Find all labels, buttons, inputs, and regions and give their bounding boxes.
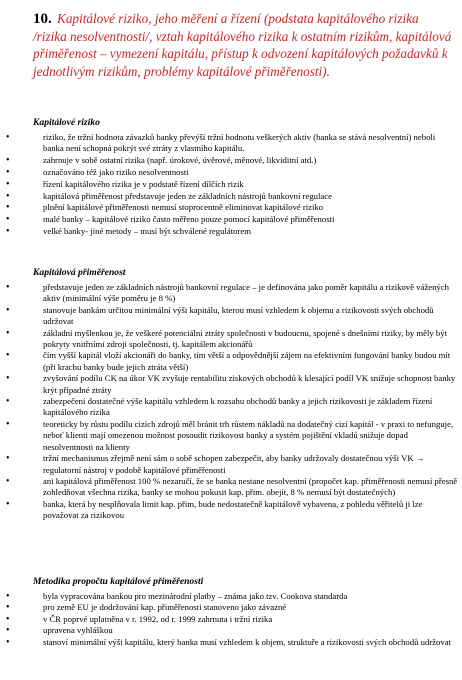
list-item: • plnění kapitálové přiměřenosti nemusí stoprocentně eliminovat kapitálové riziko xyxy=(33,202,458,213)
list-item: • zahrnuje v sobě ostatní rizika (např. úrokové, úvěrové, měnové, likviditní atd.) xyxy=(33,155,458,166)
list-item: • kapitálová přiměřenost představuje jeden ze základních nástrojů bankovní regulace xyxy=(33,191,458,202)
section-heading: Kapitálová přiměřenost xyxy=(33,267,126,278)
list-item: • základní myšlenkou je, že veškeré potenciální ztráty společnosti v budoucnu, spojené s dnešními riziky, by měly být pokryty vnitřními zdroji společnosti, tj. kapitálem akcionářů xyxy=(33,328,458,351)
list-item: • řízení kapitálového rizika je v podstatě řízení dílčích rizik xyxy=(33,179,458,190)
bullet-list xyxy=(33,132,458,237)
list-item: • stanovuje bankám určitou minimální výši kapitálu, kterou musí vzhledem k objemu a rizikovosti svých obchodů udržovat xyxy=(33,305,458,328)
list-item: • banka, která by nesplňovala limit kap. přim, bude nedostatečně kapitálově vybavena, z pohledu věřitelů ji lze považovat za rizikovou xyxy=(33,499,458,522)
section-heading: Metodika propočtu kapitálové přiměřenosti xyxy=(33,576,204,587)
list-item: • velké banky- jiné metody – musí být schválené regulátorem xyxy=(33,226,458,237)
list-item: • ani kapitálová přiměřenost 100 % nezaručí, že se banka nestane nesolventní (propočet kap. přiměřenosti nemusí přesně zohledňovat všechna rizika, banky se mohou pokusit kap. přim. obejít, 8 % nemusí být dostatečných) xyxy=(33,476,458,499)
section-metodika-propoctu xyxy=(33,576,458,648)
section-heading: Kapitálové riziko xyxy=(33,117,100,128)
list-item: • zabezpečení dostatečné výše kapitálu vzhledem k rozsahu obchodů banky a jejich rizikovosti je základem řízení kapitálového rizika xyxy=(33,396,458,419)
section-kapitalova-primerenost xyxy=(33,267,458,522)
list-item: • čím vyšší kapitál vloží akcionáři do banky, tím větší a odpovědnější zájem na efektivním fungování banky budou mít (při krachu banky bude jejich ztráta větší) xyxy=(33,350,458,373)
title-number: 10. xyxy=(33,11,52,27)
list-item: • tržní mechanismus zřejmě není sám o sobě schopen zabezpečit, aby banky udržovaly dostatečnou výši VK → regulatorní nástroj v podobě kapitálové přiměřenosti xyxy=(33,453,458,476)
list-item: • pro země EU je dodržování kap. přiměřenosti stanoveno jako závazné xyxy=(33,602,458,613)
list-item: • představuje jeden ze základních nástrojů bankovní regulace – je definována jako poměr kapitálu a rizikově vážených aktiv (minimální výše poměru je 8 %) xyxy=(33,282,458,305)
list-item: • stanoví minimální výši kapitálu, který banka musí vzhledem k objem, struktuře a rizikovosti svých obchodů udržovat xyxy=(33,637,458,648)
list-item: • malé banky – kapitálové riziko často měřeno pouze pomocí kapitálové přiměřenosti xyxy=(33,214,458,225)
list-item: • teoreticky by růstu podílu cizích zdrojů měl bránit trh růstem nákladů na dodatečný cizí kapitál - v praxi to nefunguje, neboť klienti mají omezenou možnost posoudit rizikovost banky a systém pojištění vkladů snižuje dopad nesolventnosti na klienty xyxy=(33,419,458,453)
bullet-list xyxy=(33,282,458,522)
list-item: • byla vypracována bankou pro mezinárodní platby – známa jako tzv. Cookova standarda xyxy=(33,591,458,602)
list-item: • riziko, že tržní hodnota závazků banky převýší tržní hodnotu veškerých aktiv (banka se stává nesolventní) neboli banka není schopná pokrýt své ztráty z vlastního kapitálu. xyxy=(33,132,458,155)
document-title xyxy=(33,10,453,80)
list-item: • zvyšování podílu CK na úkor VK zvyšuje rentabilitu ziskových obchodů k klesající podíl VK snižuje schopnost banky krýt případné ztráty xyxy=(33,373,458,396)
section-kapitalove-riziko xyxy=(33,117,458,238)
list-item: • označováno též jako riziko nesolventnosti xyxy=(33,167,458,178)
title-text: Kapitálové riziko, jeho měření a řízení (podstata kapitálového rizika /rizika nesolventnosti/, vztah kapitálového rizika k ostatním rizikům, kapitálová přiměřenost – vymezení kapitálu, přístup k odvození kapitálových požadavků k jednotlivým rizikům, problémy kapitálové přiměřenosti). xyxy=(33,11,452,79)
list-item: • upravena vyhláškou xyxy=(33,625,458,636)
list-item: • v ČR poprvé uplatněna v r. 1992, od r. 1999 zahrnuta i tržní rizika xyxy=(33,614,458,625)
bullet-list xyxy=(33,591,458,648)
